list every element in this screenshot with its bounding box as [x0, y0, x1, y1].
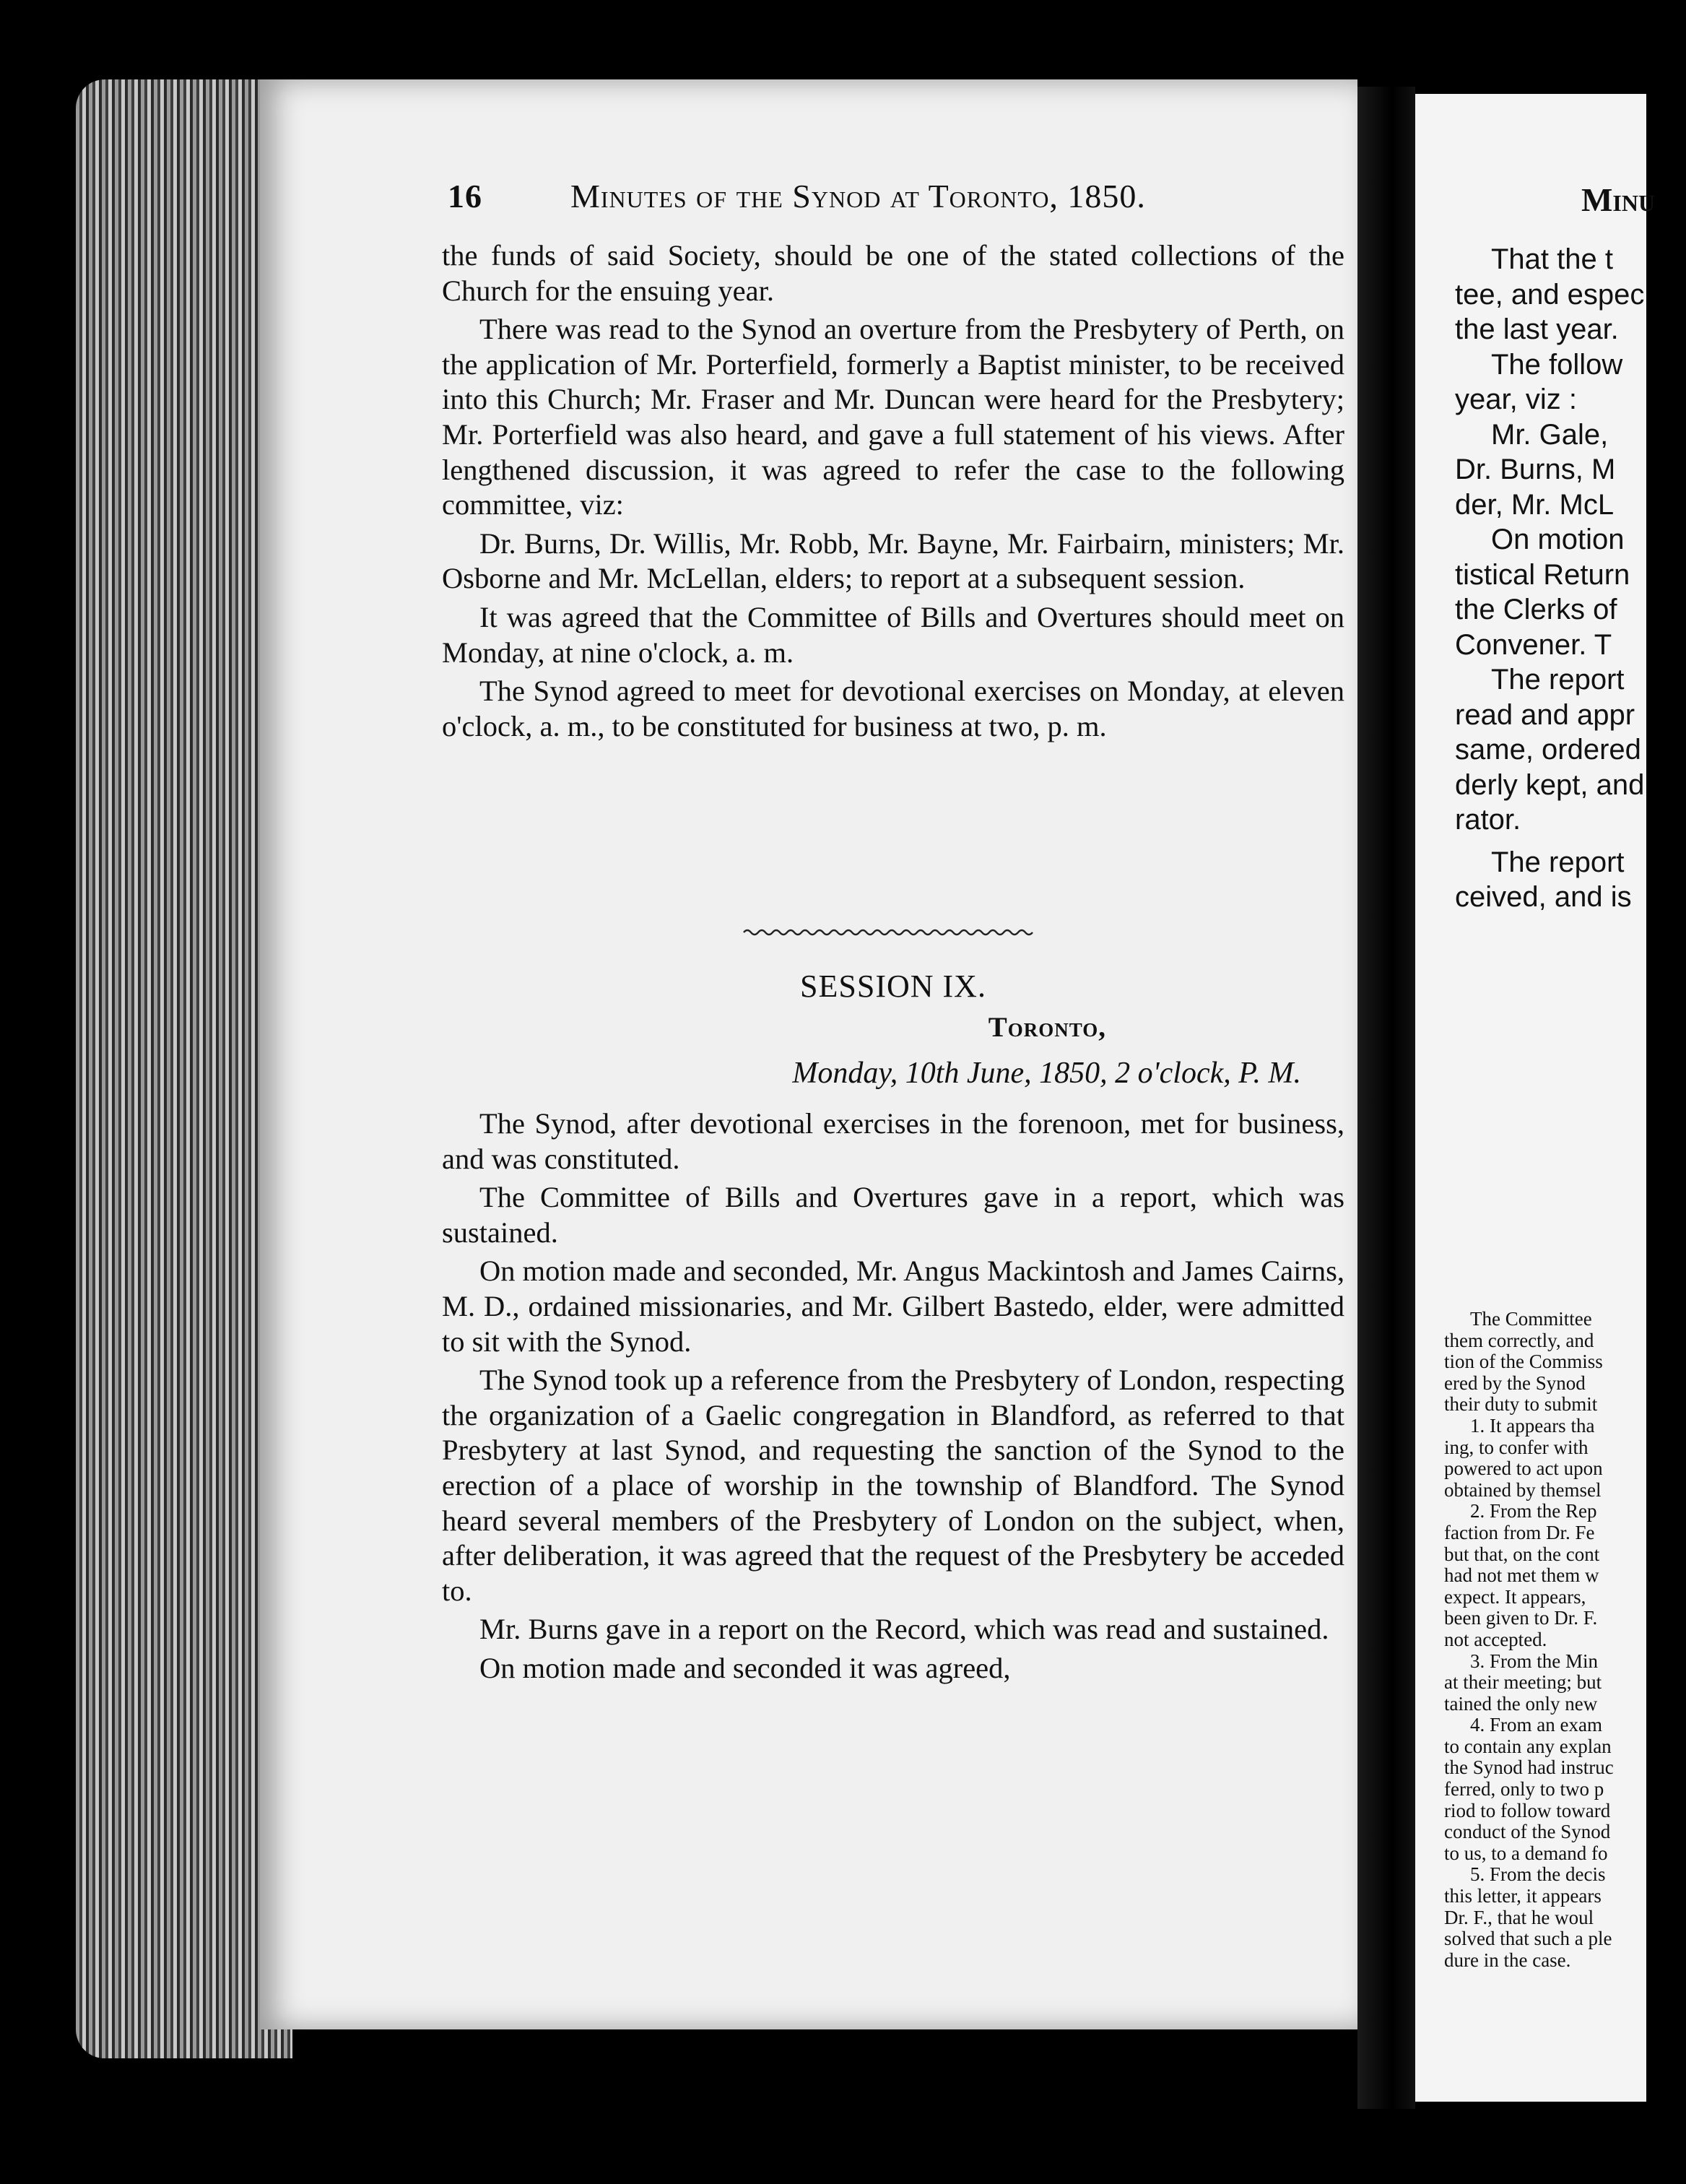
right-line: the Clerks of — [1455, 594, 1617, 625]
right-line: tistical Return — [1455, 558, 1630, 591]
paragraph: It was agreed that the Committee of Bills and Overtures should meet on Monday, at nine o'clock, a. m. — [442, 600, 1344, 669]
right-small-line: 2. From the Rep — [1470, 1500, 1597, 1522]
right-small-line: 3. From the Min — [1470, 1650, 1599, 1672]
paragraph: The Synod, after devotional exercises in the forenoon, met for business, and was constituted. — [442, 1107, 1344, 1175]
right-small-line: but that, on the cont — [1444, 1543, 1600, 1565]
paragraph: There was read to the Synod an overture from the Presbytery of Perth, on the application of Mr. Porterfield, formerly a Baptist minister, to be received into this Church; Mr. Fraser and Mr. Duncan were heard for the Presbytery; Mr. Porterfield was also heard, and gave a full statement of his views. After lengthened discussion, it was agreed to refer the case to the following committee, viz: — [442, 313, 1344, 521]
right-small-line: at their meeting; but — [1444, 1671, 1602, 1694]
right-small-line: ing, to confer with — [1444, 1436, 1589, 1458]
right-small-line: powered to act upon — [1444, 1457, 1603, 1480]
right-small-line: expect. It appears, — [1444, 1585, 1586, 1608]
right-small-line: solved that such a ple — [1444, 1928, 1612, 1950]
right-line: read and appr — [1455, 698, 1635, 731]
wavy-rule — [744, 926, 1033, 939]
right-running-title: Minu — [1581, 181, 1656, 218]
right-line: The report — [1491, 846, 1625, 878]
right-small-line: 4. From an exam — [1470, 1714, 1602, 1736]
running-title: Minutes of the Synod at Toronto, 1850. — [570, 178, 1146, 214]
paragraph: The Synod agreed to meet for devotional exercises on Monday, at eleven o'clock, a. m., to be constituted for business at two, p. m. — [442, 675, 1344, 742]
text-after-session — [442, 1106, 1344, 1690]
right-small-line: The Committee — [1470, 1308, 1592, 1330]
right-small-line: conduct of the Synod — [1444, 1821, 1611, 1843]
right-line: Convener. T — [1455, 628, 1612, 661]
right-line: year, viz : — [1455, 384, 1577, 415]
right-small-line: dure in the case. — [1444, 1949, 1571, 1971]
right-small-line: ered by the Synod — [1444, 1372, 1586, 1394]
paragraph: The Committee of Bills and Overtures gave in a report, which was sustained. — [442, 1181, 1344, 1249]
right-small-line: tion of the Commiss — [1444, 1351, 1603, 1373]
session-date: Monday, 10th June, 1850, 2 o'clock, P. M. — [792, 1057, 1301, 1090]
paragraph: On motion made and seconded it was agreed, — [479, 1651, 1011, 1684]
right-line: der, Mr. McL — [1455, 488, 1615, 521]
right-small-line: had not met them w — [1444, 1564, 1599, 1587]
right-small-line: them correctly, and — [1444, 1329, 1594, 1351]
right-line: derly kept, and — [1455, 768, 1645, 801]
right-small-line: to contain any explan — [1444, 1735, 1612, 1757]
right-line: tee, and espec — [1455, 278, 1645, 311]
right-line: same, ordered — [1455, 734, 1641, 766]
right-page-large-text — [1455, 242, 1686, 915]
right-small-line: 1. It appears tha — [1470, 1414, 1595, 1436]
right-small-line: Dr. F., that he woul — [1444, 1906, 1594, 1928]
right-small-line: faction from Dr. Fe — [1444, 1521, 1595, 1543]
right-small-line: to us, to a demand fo — [1444, 1842, 1608, 1864]
page-number: 16 — [448, 178, 482, 214]
paragraph: On motion made and seconded, Mr. Angus Mackintosh and James Cairns, M. D., ordained missionaries, and Mr. Gilbert Bastedo, elder, were admitted to sit with the Synod. — [442, 1254, 1344, 1358]
right-small-line: tained the only new — [1444, 1692, 1598, 1715]
right-line: the last year. — [1455, 313, 1619, 345]
right-small-line: their duty to submit — [1444, 1393, 1598, 1416]
right-small-line: riod to follow toward — [1444, 1799, 1611, 1821]
right-small-line: the Synod had instruc — [1444, 1756, 1614, 1779]
paragraph: The Synod took up a reference from the Presbytery of London, respecting the organization of a Gaelic congregation in Blandford, as referred to that Presbytery at last Synod, and requesting the sanction of the Synod to the erection of a place of worship in the township of Blandford. The Synod heard several members of the Presbytery of London on the subject, when, after deliberation, it was agreed that the request of the Presbytery be acceded to. — [442, 1364, 1344, 1607]
right-small-line: obtained by themsel — [1444, 1478, 1602, 1501]
right-line: On motion — [1491, 524, 1625, 555]
right-line: Dr. Burns, M — [1455, 454, 1616, 485]
paragraph: Dr. Burns, Dr. Willis, Mr. Robb, Mr. Bayne, Mr. Fairbairn, ministers; Mr. Osborne and Mr. McLellan, elders; to report at a subsequent session. — [442, 526, 1344, 595]
right-small-line: not accepted. — [1444, 1628, 1547, 1650]
right-line: Mr. Gale, — [1491, 418, 1609, 451]
right-line: The report — [1491, 664, 1625, 696]
right-line: rator. — [1455, 804, 1521, 836]
paragraph: Mr. Burns gave in a report on the Record, which was read and sustained. — [479, 1613, 1329, 1646]
text-before-session — [442, 238, 1344, 748]
right-line: The follow — [1491, 348, 1623, 381]
paragraph: the funds of said Society, should be one of the stated collections of the Church for the ensuing year. — [442, 239, 1344, 307]
right-small-line: 5. From the decis — [1470, 1863, 1606, 1886]
right-small-line: ferred, only to two p — [1444, 1778, 1604, 1800]
right-line: ceived, and is — [1455, 881, 1632, 913]
book-gutter — [1357, 87, 1415, 2109]
session-title: SESSION IX. — [800, 968, 986, 1004]
session-place: Toronto, — [988, 1012, 1106, 1043]
right-page-small-text — [1444, 1309, 1675, 1971]
right-small-line: this letter, it appears — [1444, 1885, 1602, 1907]
right-small-line: been given to Dr. F. — [1444, 1607, 1598, 1629]
running-head — [448, 177, 1350, 220]
right-line: That the t — [1491, 243, 1613, 275]
